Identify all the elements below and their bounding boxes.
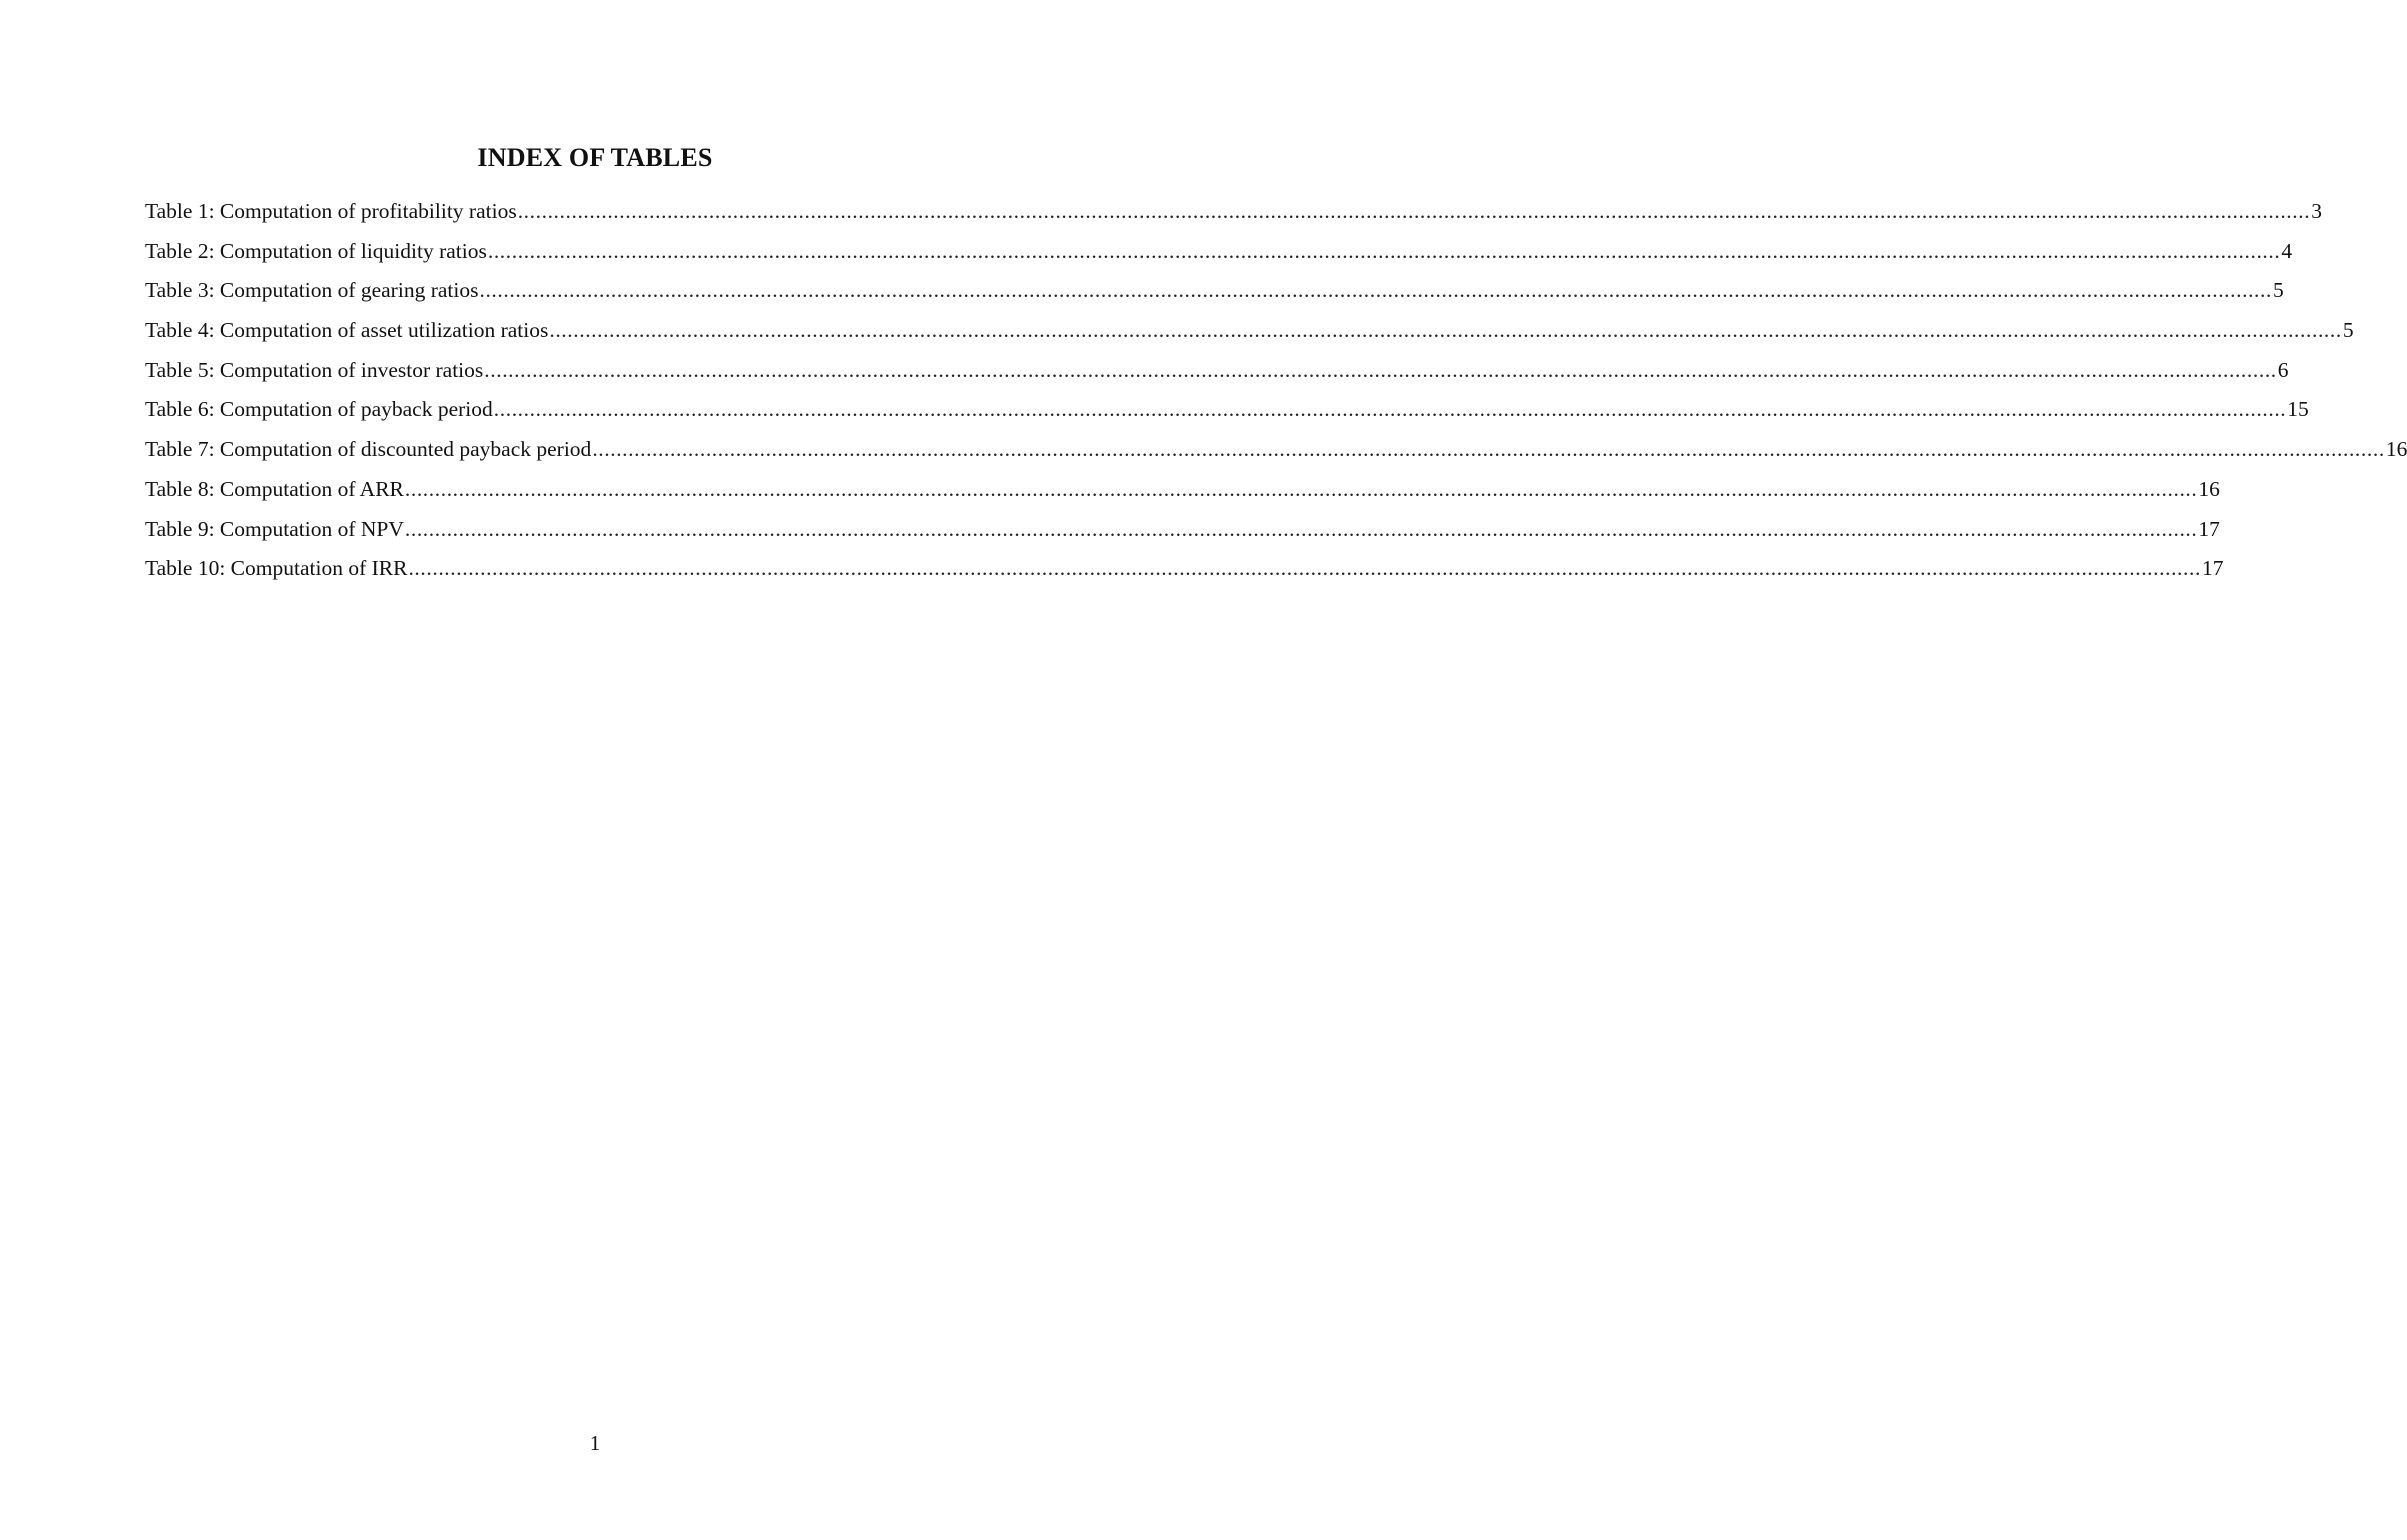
toc-entry-page: 6 [2277, 357, 2289, 382]
toc-entry-label: Table 3: Computation of gearing ratios [145, 278, 479, 303]
toc-entry-label: Table 1: Computation of profitability ratios [145, 199, 517, 223]
toc-entry-label: Table 6: Computation of payback period [145, 397, 493, 422]
toc-entry[interactable] [145, 318, 2354, 358]
toc-entry-page: 4 [2281, 238, 2293, 263]
toc-entry[interactable] [145, 476, 2220, 517]
dot-leader: ............................................................................................................................................................................................................................................................................................................ [592, 437, 2385, 462]
toc-entry-label: Table 7: Computation of discounted payback period [145, 437, 592, 462]
dot-leader: ............................................................................................................................................................................................................................................................................................................ [549, 318, 2342, 343]
toc-entry-page: 5 [2342, 318, 2354, 343]
toc-entry-label: Table 4: Computation of asset utilization ratios [145, 318, 549, 343]
toc-entry[interactable] [145, 516, 2220, 557]
toc-entry-page: 16 [2385, 437, 2407, 462]
dot-leader: ............................................................................................................................................................................................................................................................................................................ [479, 278, 2272, 303]
toc-entry[interactable] [145, 437, 2407, 477]
dot-leader: ............................................................................................................................................................................................................................................................................................................ [493, 397, 2287, 422]
toc-entry-page: 17 [2198, 516, 2220, 541]
toc-entry-page: 16 [2198, 476, 2220, 501]
toc-entry-page: 5 [2272, 278, 2284, 303]
toc-entry[interactable] [145, 238, 2293, 279]
toc-entry[interactable] [145, 199, 2322, 239]
dot-leader: ............................................................................................................................................................................................................................................................................................................ [404, 476, 2198, 501]
toc-entry-label: Table 8: Computation of ARR [145, 476, 404, 501]
toc-entry-page: 17 [2201, 556, 2224, 581]
dot-leader: ............................................................................................................................................................................................................................................................................................................ [484, 357, 2277, 382]
toc-entry-label: Table 9: Computation of NPV [145, 516, 404, 541]
toc-entry-label: Table 5: Computation of investor ratios [145, 357, 484, 382]
toc-entry[interactable] [145, 278, 2284, 318]
toc-entry[interactable] [145, 357, 2289, 398]
toc-entry-page: 15 [2287, 397, 2309, 422]
toc-entry-page: 3 [2311, 199, 2322, 223]
page-number: 1 [589, 1431, 601, 1455]
dot-leader: ............................................................................................................................................................................................................................................................................................................ [517, 199, 2311, 223]
toc-entry[interactable] [145, 397, 2309, 437]
toc-entry-label: Table 10: Computation of IRR [145, 556, 408, 581]
index-of-tables-list [145, 199, 2407, 596]
toc-entry-label: Table 2: Computation of liquidity ratios [145, 238, 487, 263]
page-title: INDEX OF TABLES [477, 143, 713, 172]
dot-leader: ............................................................................................................................................................................................................................................................................................................ [487, 238, 2281, 263]
toc-entry[interactable] [145, 556, 2224, 596]
dot-leader: ............................................................................................................................................................................................................................................................................................................ [404, 516, 2198, 541]
dot-leader: ............................................................................................................................................................................................................................................................................................................ [408, 556, 2201, 581]
